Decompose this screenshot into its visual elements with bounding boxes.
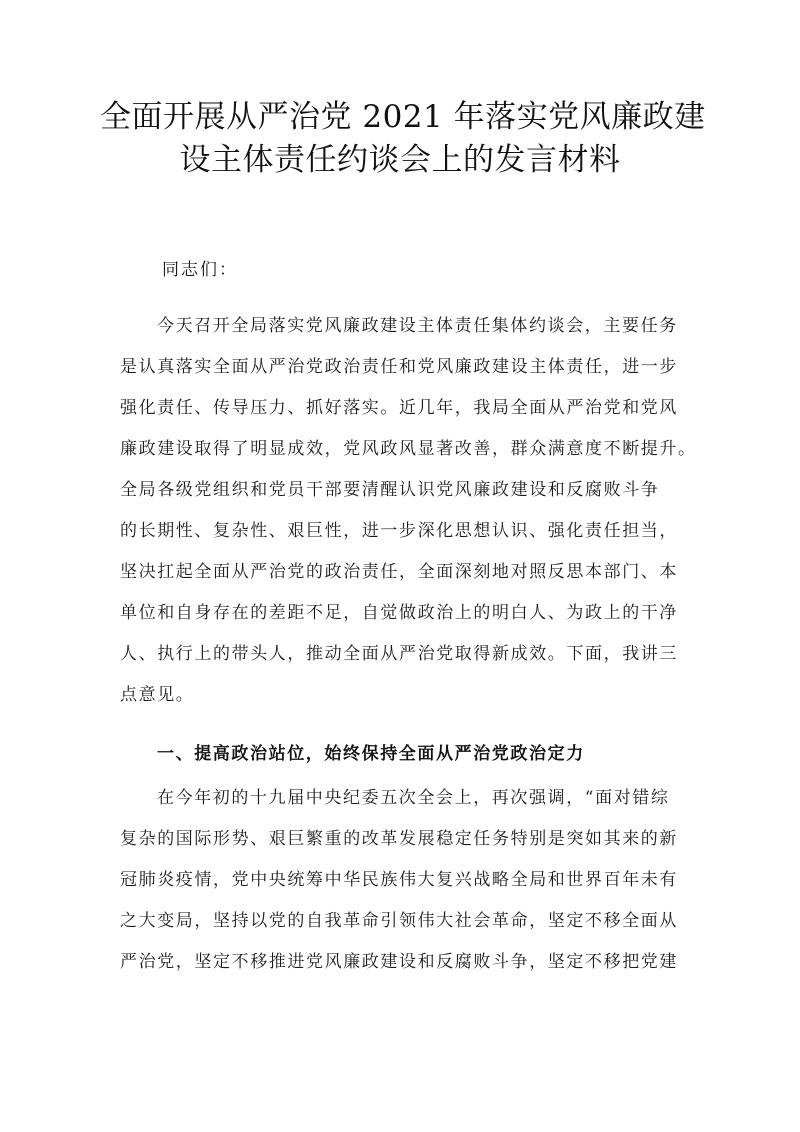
paragraph-line: 是认真落实全面从严治党政治责任和党风廉政建设主体责任，进一步 [120,357,678,377]
paragraph-line: 在今年初的十九届中央纪委五次全会上，再次强调，“面对错综 [157,788,670,808]
paragraph-line: 严治党，坚定不移推进党风廉政建设和反腐败斗争，坚定不移把党建 [120,952,678,972]
paragraph-line: 今天召开全局落实党风廉政建设主体责任集体约谈会，主要任务 [157,316,678,336]
title-line: 设主体责任约谈会上的发言材料 [179,142,621,178]
paragraph-section1 [120,778,690,983]
paragraph-line: 全局各级党组织和党员干部要清醒认识党风廉政建设和反腐败斗争 [120,480,660,500]
paragraph-line: 点意见。 [120,685,195,705]
paragraph-line: 之大变局，坚持以党的自我革命引领伟大社会革命，坚定不移全面从 [120,911,678,931]
paragraph-line: 人、执行上的带头人，推动全面从严治党取得新成效。下面，我讲三 [120,644,678,664]
document-title [100,96,706,182]
paragraph-line: 复杂的国际形势、艰巨繁重的改革发展稳定任务特别是突如其来的新 [120,829,678,849]
paragraph-line: 的长期性、复杂性、艰巨性，进一步深化思想认识、强化责任担当， [120,521,678,541]
paragraph-intro [120,306,697,716]
section-heading: 一、提高政治站位，始终保持全面从严治党政治定力 [157,744,585,764]
paragraph-line: 强化责任、传导压力、抓好落实。近几年，我局全面从严治党和党风 [120,398,678,418]
title-line: 全面开展从严治党 2021 年落实党风廉政建 [100,99,706,135]
paragraph-line: 坚决扛起全面从严治党的政治责任，全面深刻地对照反思本部门、本 [120,562,678,582]
paragraph-line: 冠肺炎疫情，党中央统筹中华民族伟大复兴战略全局和世界百年未有 [120,870,678,890]
paragraph-line: 廉政建设取得了明显成效，党风政风显著改善，群众满意度不断提升。 [120,439,697,459]
salutation: 同志们： [162,260,238,280]
paragraph-line: 单位和自身存在的差距不足，自觉做政治上的明白人、为政上的干净 [120,603,678,623]
